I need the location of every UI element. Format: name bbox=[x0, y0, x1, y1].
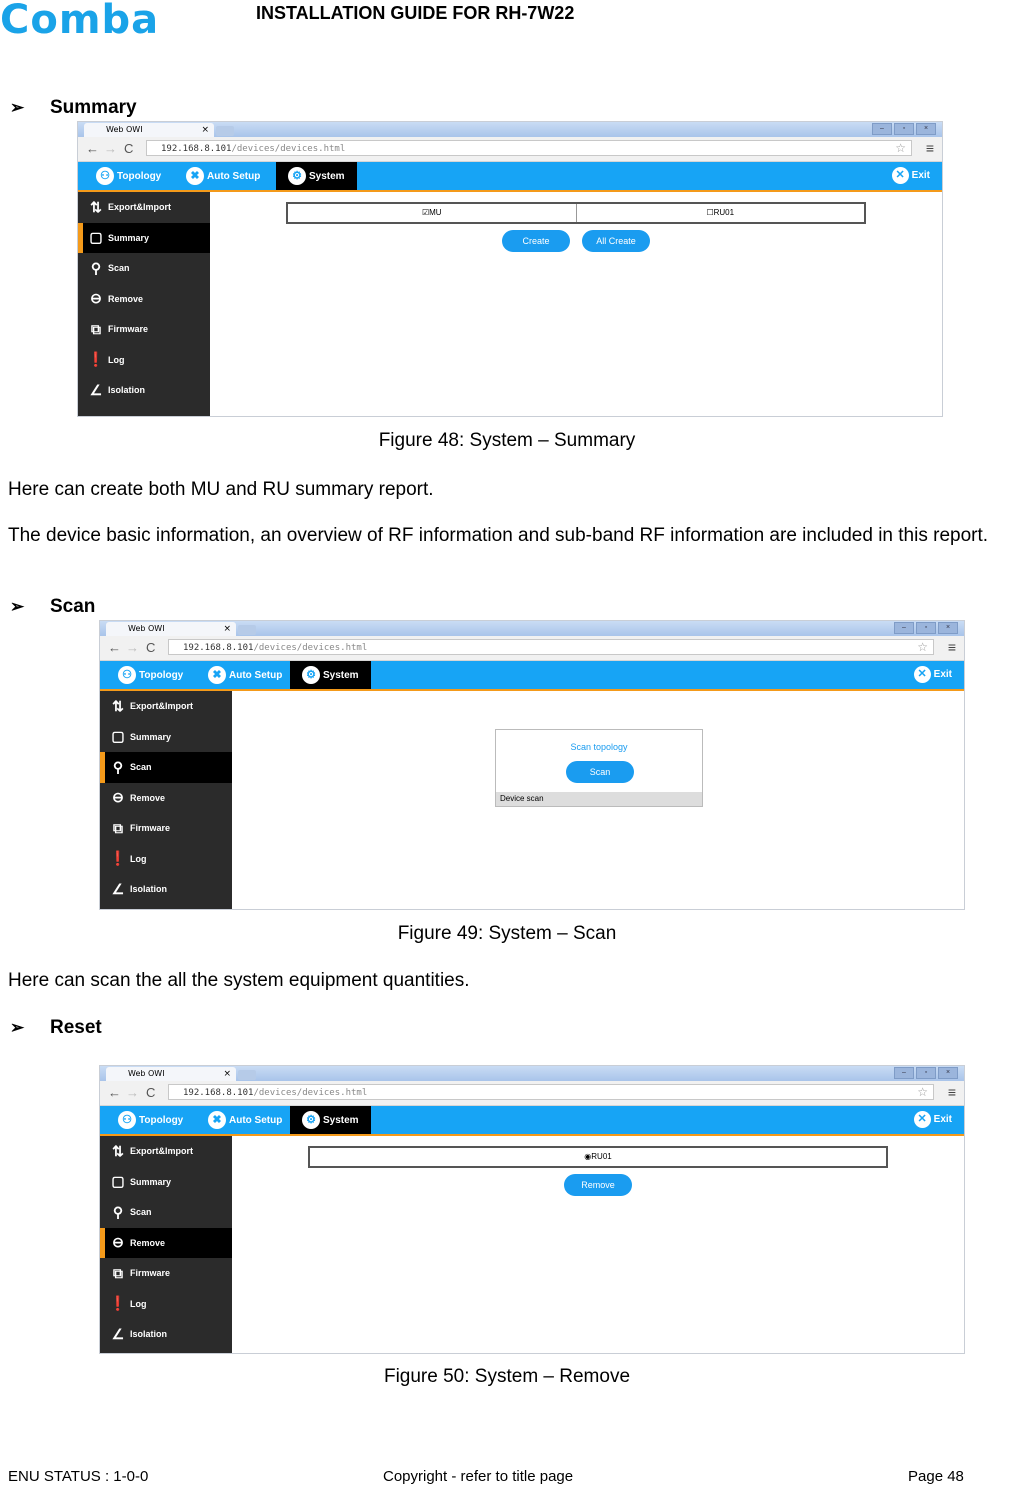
browser-menu-icon[interactable]: ≡ bbox=[947, 639, 956, 655]
sidebar-item-scan[interactable] bbox=[78, 253, 210, 284]
basket-icon: ⊖ bbox=[112, 1234, 124, 1251]
close-window-icon[interactable]: × bbox=[938, 622, 958, 634]
maximize-icon[interactable]: ▫ bbox=[894, 123, 914, 135]
arrow-bullet-icon: ➢ bbox=[10, 1018, 25, 1037]
sidebar-item-summary[interactable] bbox=[100, 722, 232, 753]
sidebar-item-isolation[interactable] bbox=[100, 874, 232, 905]
summary-paragraph-1: Here can create both MU and RU summary report. bbox=[8, 479, 434, 500]
section-summary-heading bbox=[10, 97, 137, 119]
figure-49-caption: Figure 49: System – Scan bbox=[397, 923, 617, 944]
sidebar-label: Remove bbox=[130, 792, 166, 803]
content-area bbox=[210, 192, 942, 416]
ru-option[interactable] bbox=[310, 1148, 886, 1166]
sidebar-item-firmware[interactable] bbox=[78, 314, 210, 345]
url-host: 192.168.8.101 bbox=[183, 643, 254, 653]
sidebar bbox=[100, 691, 232, 909]
remove-button[interactable]: Remove bbox=[564, 1174, 632, 1196]
nav-topology-label: Topology bbox=[139, 1114, 184, 1126]
url-host: 192.168.8.101 bbox=[183, 1088, 254, 1098]
close-icon: ✕ bbox=[914, 666, 931, 683]
export-import-icon: ⇅ bbox=[112, 697, 124, 714]
url-field[interactable] bbox=[168, 1084, 934, 1100]
figure-50-caption: Figure 50: System – Remove bbox=[383, 1366, 631, 1387]
reload-icon[interactable]: C bbox=[146, 640, 156, 655]
nav-system[interactable] bbox=[290, 661, 371, 689]
url-host: 192.168.8.101 bbox=[161, 144, 232, 154]
minimize-icon[interactable]: – bbox=[894, 1067, 914, 1079]
browser-tab[interactable] bbox=[84, 123, 214, 137]
back-icon[interactable]: ← bbox=[108, 1085, 121, 1100]
section-heading-text: Summary bbox=[50, 97, 137, 118]
close-icon: ✕ bbox=[914, 1111, 931, 1128]
close-window-icon[interactable]: × bbox=[938, 1067, 958, 1079]
device-scan-label: Device scan bbox=[496, 792, 702, 806]
minimize-icon[interactable]: – bbox=[872, 123, 892, 135]
section-heading-text: Reset bbox=[50, 1017, 102, 1038]
sidebar-label: Isolation bbox=[108, 385, 146, 396]
nav-system[interactable] bbox=[276, 162, 357, 190]
sidebar-item-firmware[interactable] bbox=[100, 813, 232, 844]
sidebar bbox=[78, 192, 210, 416]
exit-button[interactable] bbox=[914, 666, 952, 683]
browser-tab[interactable] bbox=[106, 622, 236, 636]
nav-auto-setup[interactable] bbox=[186, 162, 260, 190]
url-path: /devices/devices.html bbox=[253, 643, 368, 653]
scan-topology-label: Scan topology bbox=[570, 742, 628, 752]
exit-button[interactable] bbox=[914, 1111, 952, 1128]
sidebar-label: Export&Import bbox=[130, 1146, 193, 1157]
browser-tab[interactable] bbox=[106, 1067, 236, 1081]
summary-icon: ▢ bbox=[89, 229, 103, 246]
summary-icon: ▢ bbox=[111, 728, 125, 745]
magnifier-icon: ⚲ bbox=[90, 259, 102, 276]
scan-button[interactable]: Scan bbox=[566, 761, 634, 783]
url-path: /devices/devices.html bbox=[253, 1088, 368, 1098]
sidebar-label: Isolation bbox=[130, 1329, 168, 1340]
section-scan-heading bbox=[10, 596, 95, 618]
comba-logo: Comba bbox=[0, 0, 160, 43]
ru-option[interactable] bbox=[577, 204, 865, 222]
sidebar-label: Log bbox=[130, 853, 147, 864]
close-tab-icon[interactable]: × bbox=[201, 125, 209, 135]
screenshot-scan bbox=[99, 620, 965, 910]
browser-titlebar bbox=[78, 122, 942, 137]
firmware-icon: ⧉ bbox=[113, 1264, 123, 1281]
tab-title: Web OWI bbox=[128, 624, 165, 633]
address-bar bbox=[100, 1081, 964, 1106]
reload-icon[interactable]: C bbox=[124, 141, 134, 156]
curve-icon: ∠ bbox=[111, 880, 125, 897]
maximize-icon[interactable]: ▫ bbox=[916, 1067, 936, 1079]
mu-option[interactable] bbox=[288, 204, 577, 222]
sidebar-item-summary[interactable] bbox=[78, 223, 210, 254]
alert-icon: ❗ bbox=[109, 850, 127, 867]
sidebar-label: Isolation bbox=[130, 884, 168, 895]
window-controls bbox=[894, 622, 958, 634]
address-bar bbox=[100, 636, 964, 661]
new-tab-button[interactable] bbox=[238, 625, 256, 635]
sidebar-label: Remove bbox=[108, 293, 144, 304]
top-navigation bbox=[100, 1106, 964, 1136]
nav-topology-label: Topology bbox=[139, 669, 184, 681]
reload-icon[interactable]: C bbox=[146, 1085, 156, 1100]
browser-menu-icon[interactable]: ≡ bbox=[947, 1084, 956, 1100]
close-window-icon[interactable]: × bbox=[916, 123, 936, 135]
nav-auto-setup-label: Auto Setup bbox=[207, 170, 261, 182]
sidebar-item-log[interactable] bbox=[78, 345, 210, 376]
sidebar-label: Remove bbox=[130, 1237, 166, 1248]
nav-system-label: System bbox=[309, 170, 345, 182]
sidebar-item-isolation[interactable] bbox=[100, 1319, 232, 1350]
checkbox-icon: ☐ bbox=[706, 208, 714, 217]
screenshot-remove bbox=[99, 1065, 965, 1354]
topology-icon: ⚇ bbox=[118, 1111, 136, 1129]
gear-icon: ⚙ bbox=[302, 666, 320, 684]
nav-system-label: System bbox=[323, 669, 359, 681]
screenshot-summary bbox=[77, 121, 943, 417]
section-reset-heading bbox=[10, 1017, 102, 1039]
bookmark-star-icon[interactable]: ☆ bbox=[895, 141, 906, 155]
device-select-box bbox=[286, 202, 866, 224]
alert-icon: ❗ bbox=[109, 1295, 127, 1312]
browser-menu-icon[interactable]: ≡ bbox=[925, 140, 934, 156]
footer-page-number: Page 48 bbox=[908, 1468, 964, 1485]
nav-topology[interactable] bbox=[118, 1106, 183, 1134]
checked-checkbox-icon: ☑ bbox=[421, 208, 430, 217]
sidebar-label: Scan bbox=[130, 762, 152, 773]
curve-icon: ∠ bbox=[111, 1325, 125, 1342]
sidebar-label: Log bbox=[108, 354, 125, 365]
exit-label: Exit bbox=[911, 170, 930, 181]
new-tab-button[interactable] bbox=[238, 1070, 256, 1080]
section-heading-text: Scan bbox=[50, 596, 96, 617]
sidebar-label: Scan bbox=[130, 1207, 152, 1218]
ru-option-label: RU01 bbox=[591, 1152, 612, 1161]
sidebar bbox=[100, 1136, 232, 1353]
magnifier-icon: ⚲ bbox=[112, 758, 124, 775]
close-tab-icon[interactable]: × bbox=[223, 1069, 231, 1079]
exit-label: Exit bbox=[933, 669, 952, 680]
create-button[interactable]: Create bbox=[502, 230, 570, 252]
sidebar-item-scan[interactable] bbox=[100, 752, 232, 783]
summary-icon: ▢ bbox=[111, 1173, 125, 1190]
firmware-icon: ⧉ bbox=[113, 819, 123, 836]
maximize-icon[interactable]: ▫ bbox=[916, 622, 936, 634]
radio-selected-icon: ◉ bbox=[584, 1152, 592, 1161]
window-controls bbox=[872, 123, 936, 135]
sidebar-item-summary[interactable] bbox=[100, 1167, 232, 1198]
tools-icon: ✖ bbox=[208, 1111, 226, 1129]
top-navigation bbox=[78, 162, 942, 192]
topology-icon: ⚇ bbox=[96, 167, 114, 185]
curve-icon: ∠ bbox=[89, 381, 103, 398]
url-field[interactable] bbox=[168, 639, 934, 655]
sidebar-label: Firmware bbox=[130, 823, 171, 834]
sidebar-item-firmware[interactable] bbox=[100, 1258, 232, 1289]
url-path: /devices/devices.html bbox=[231, 144, 346, 154]
forward-icon[interactable]: → bbox=[126, 640, 139, 655]
gear-icon: ⚙ bbox=[288, 167, 306, 185]
magnifier-icon: ⚲ bbox=[112, 1203, 124, 1220]
gear-icon: ⚙ bbox=[302, 1111, 320, 1129]
content-area bbox=[232, 1136, 964, 1353]
browser-titlebar bbox=[100, 621, 964, 636]
device-select-box bbox=[308, 1146, 888, 1168]
arrow-bullet-icon: ➢ bbox=[10, 597, 25, 616]
all-create-button[interactable]: All Create bbox=[582, 230, 650, 252]
sidebar-label: Export&Import bbox=[108, 202, 171, 213]
bookmark-star-icon[interactable]: ☆ bbox=[917, 640, 928, 654]
sidebar-item-remove[interactable] bbox=[100, 783, 232, 814]
sidebar-item-remove[interactable] bbox=[78, 284, 210, 315]
sidebar-label: Summary bbox=[108, 232, 150, 243]
close-tab-icon[interactable]: × bbox=[223, 624, 231, 634]
firmware-icon: ⧉ bbox=[91, 320, 101, 337]
nav-topology[interactable] bbox=[96, 162, 161, 190]
export-import-icon: ⇅ bbox=[90, 198, 102, 215]
figure-48-caption: Figure 48: System – Summary bbox=[378, 430, 636, 451]
close-icon: ✕ bbox=[892, 167, 909, 184]
forward-icon[interactable]: → bbox=[126, 1085, 139, 1100]
sidebar-label: Summary bbox=[130, 1176, 172, 1187]
nav-system-label: System bbox=[323, 1114, 359, 1126]
exit-label: Exit bbox=[933, 1114, 952, 1125]
sidebar-label: Export&Import bbox=[130, 701, 193, 712]
sidebar-label: Summary bbox=[130, 731, 172, 742]
document-title: INSTALLATION GUIDE FOR RH-7W22 bbox=[256, 3, 575, 23]
sidebar-item-scan[interactable] bbox=[100, 1197, 232, 1228]
arrow-bullet-icon: ➢ bbox=[10, 98, 25, 117]
footer-copyright: Copyright - refer to title page bbox=[383, 1468, 574, 1485]
sidebar-item-export-import[interactable] bbox=[100, 691, 232, 722]
nav-auto-setup-label: Auto Setup bbox=[229, 1114, 283, 1126]
forward-icon[interactable]: → bbox=[104, 141, 117, 156]
scan-panel bbox=[495, 729, 703, 807]
exit-button[interactable] bbox=[892, 167, 930, 184]
mu-option-label: MU bbox=[429, 208, 442, 217]
footer-status: ENU STATUS : 1-0-0 bbox=[8, 1468, 149, 1485]
minimize-icon[interactable]: – bbox=[894, 622, 914, 634]
tools-icon: ✖ bbox=[208, 666, 226, 684]
nav-auto-setup[interactable] bbox=[208, 1106, 282, 1134]
bookmark-star-icon[interactable]: ☆ bbox=[917, 1085, 928, 1099]
top-navigation bbox=[100, 661, 964, 691]
nav-auto-setup[interactable] bbox=[208, 661, 282, 689]
back-icon[interactable]: ← bbox=[86, 141, 99, 156]
window-controls bbox=[894, 1067, 958, 1079]
tab-title: Web OWI bbox=[106, 125, 143, 134]
nav-auto-setup-label: Auto Setup bbox=[229, 669, 283, 681]
url-field[interactable] bbox=[146, 140, 912, 156]
sidebar-item-export-import[interactable] bbox=[78, 192, 210, 223]
sidebar-item-log[interactable] bbox=[100, 1289, 232, 1320]
sidebar-label: Firmware bbox=[130, 1268, 171, 1279]
sidebar-item-export-import[interactable] bbox=[100, 1136, 232, 1167]
topology-icon: ⚇ bbox=[118, 666, 136, 684]
sidebar-label: Scan bbox=[108, 263, 130, 274]
basket-icon: ⊖ bbox=[112, 789, 124, 806]
basket-icon: ⊖ bbox=[90, 290, 102, 307]
address-bar bbox=[78, 137, 942, 162]
sidebar-item-log[interactable] bbox=[100, 844, 232, 875]
nav-topology[interactable] bbox=[118, 661, 183, 689]
sidebar-item-remove[interactable] bbox=[100, 1228, 232, 1259]
export-import-icon: ⇅ bbox=[112, 1142, 124, 1159]
browser-titlebar bbox=[100, 1066, 964, 1081]
nav-system[interactable] bbox=[290, 1106, 371, 1134]
ru-option-label: RU01 bbox=[713, 208, 735, 217]
back-icon[interactable]: ← bbox=[108, 640, 121, 655]
nav-topology-label: Topology bbox=[117, 170, 162, 182]
sidebar-item-isolation[interactable] bbox=[78, 375, 210, 406]
sidebar-label: Firmware bbox=[108, 324, 149, 335]
alert-icon: ❗ bbox=[87, 351, 105, 368]
summary-paragraph-2: The device basic information, an overview of RF information and sub-band RF information are included in this report. bbox=[8, 525, 989, 546]
tools-icon: ✖ bbox=[186, 167, 204, 185]
content-area bbox=[232, 691, 964, 909]
tab-title: Web OWI bbox=[128, 1069, 165, 1078]
new-tab-button[interactable] bbox=[216, 126, 234, 136]
sidebar-label: Log bbox=[130, 1298, 147, 1309]
scan-paragraph: Here can scan the all the system equipment quantities. bbox=[8, 970, 470, 991]
